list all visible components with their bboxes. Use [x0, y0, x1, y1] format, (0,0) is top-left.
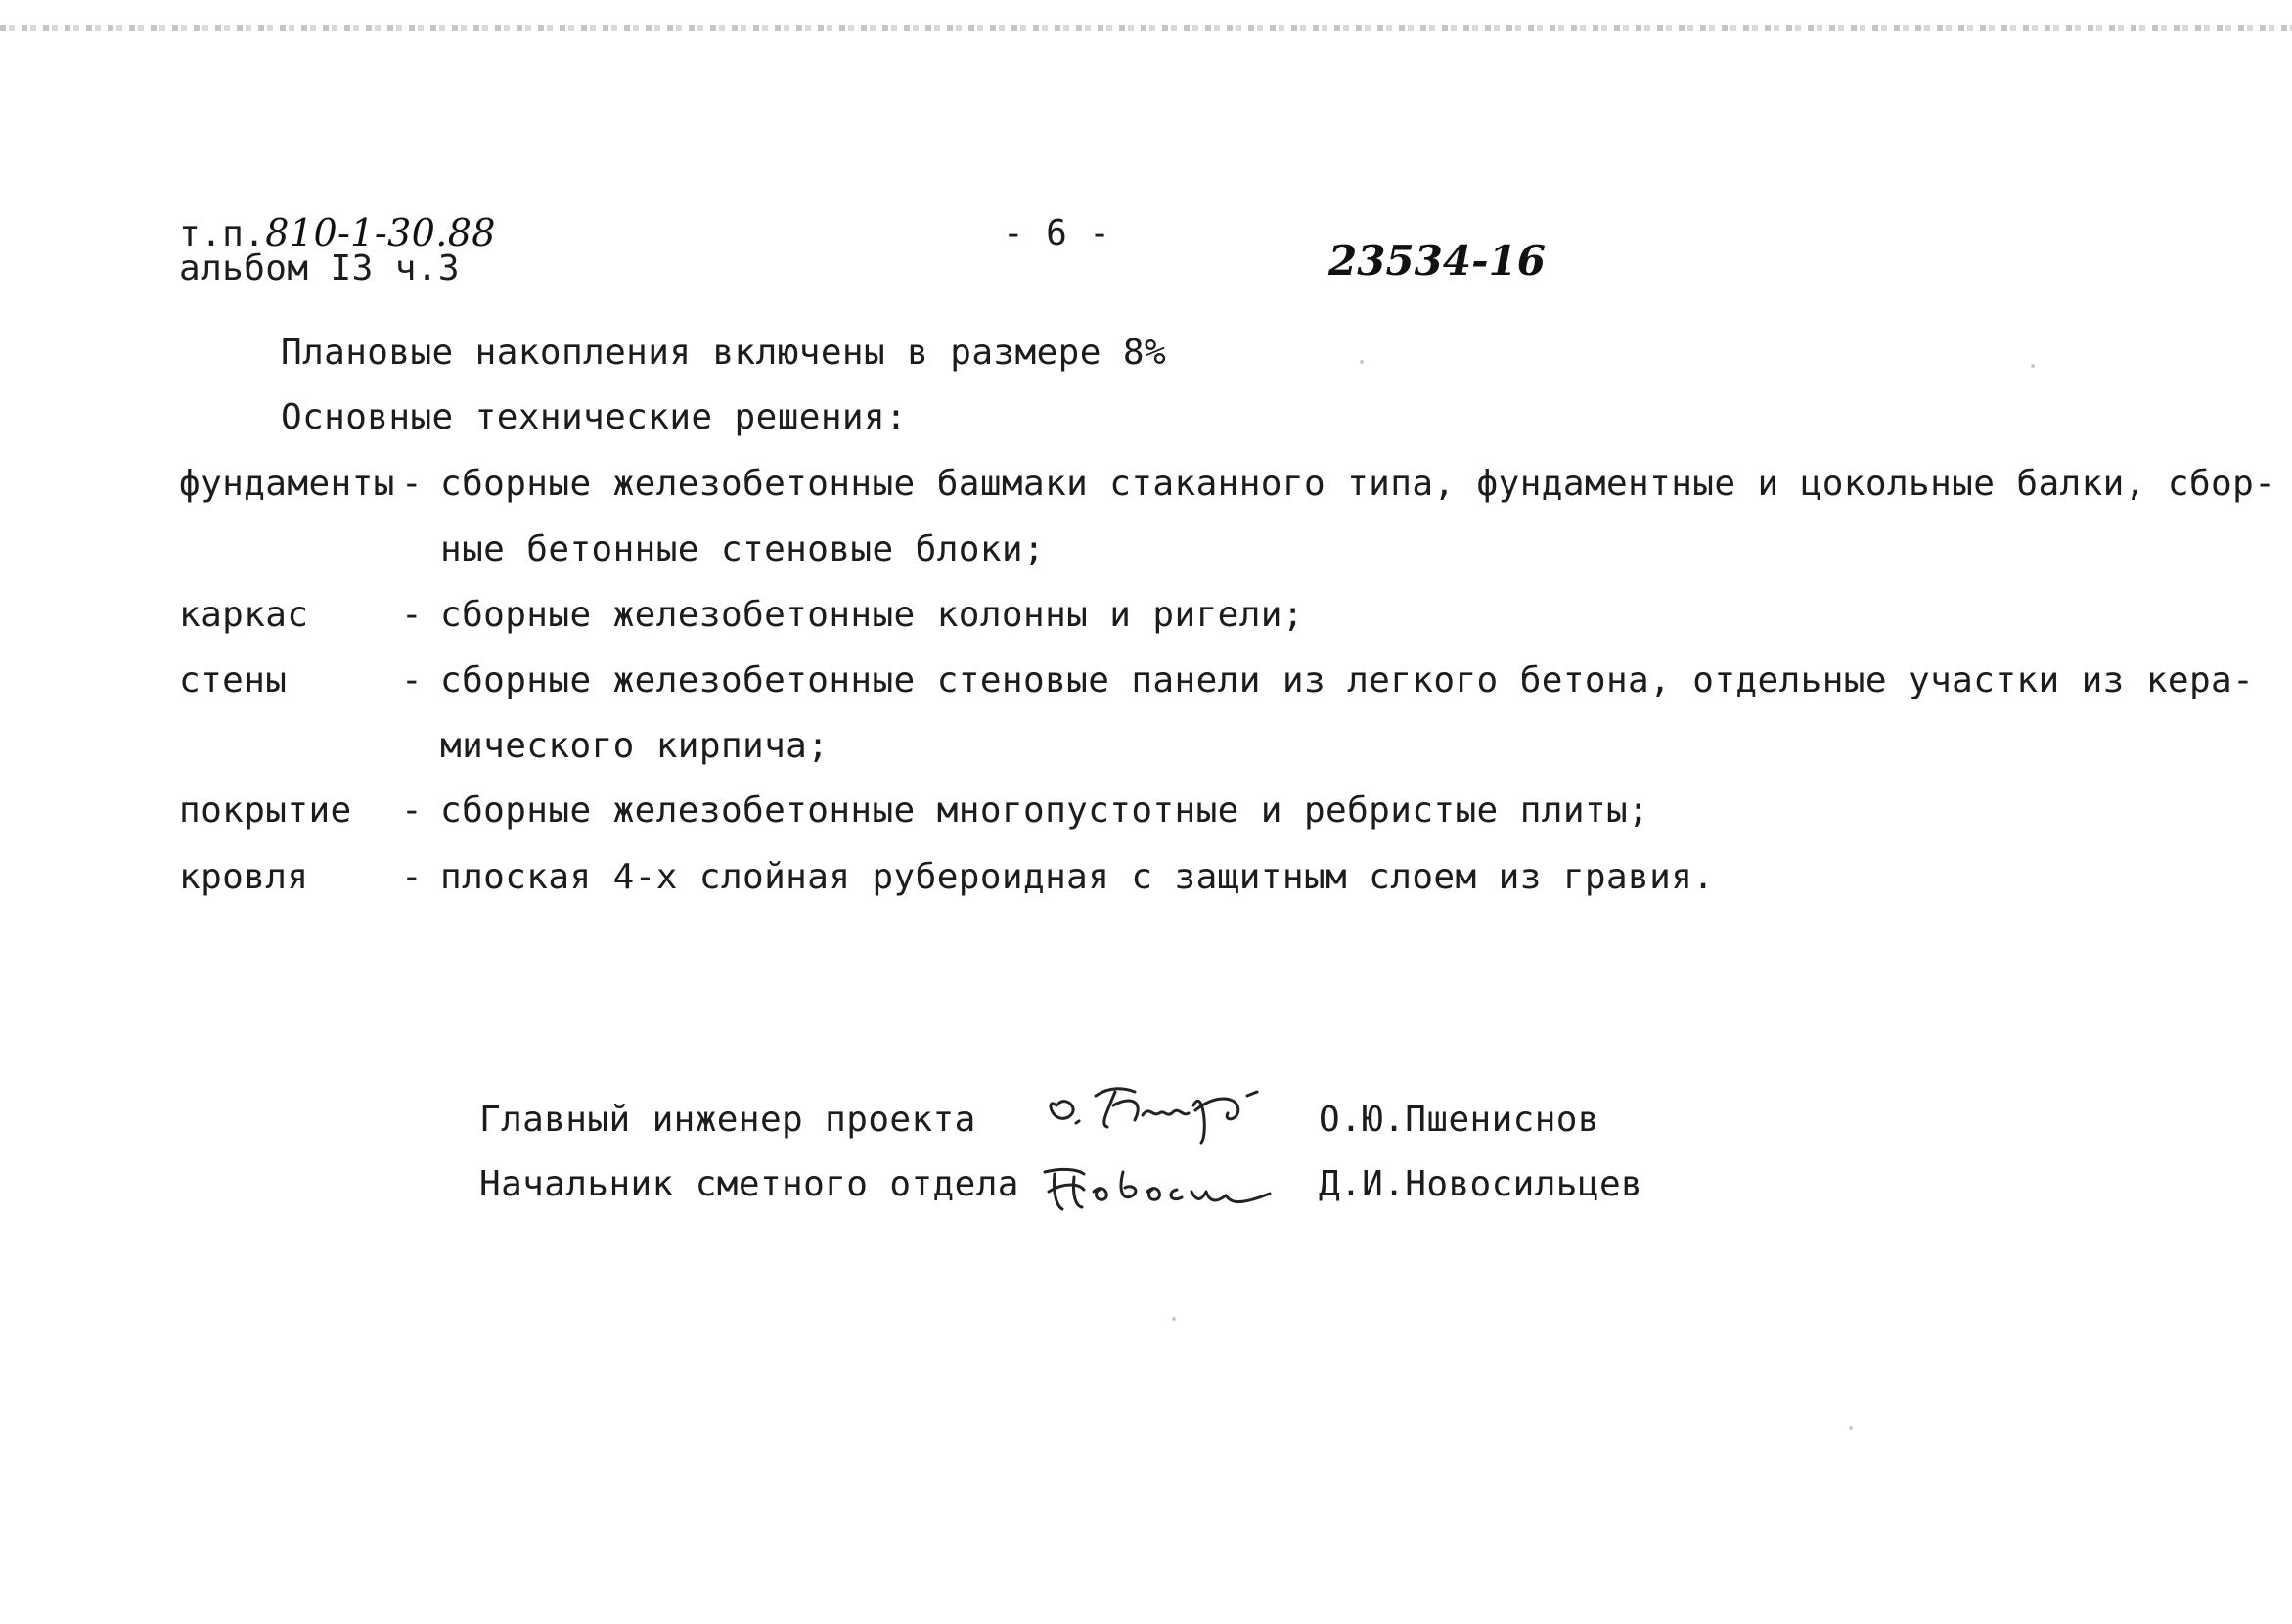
stamp-number: 23534-16 [1328, 237, 1546, 285]
item-dash: - [401, 790, 424, 831]
scan-speck [1360, 360, 1364, 364]
signature-estimate-head [1035, 1152, 1289, 1221]
item-line: сборные железобетонные башмаки стаканного типа, фундаментные и цокольные балки, сбор- [440, 464, 2276, 504]
signature-chief-engineer [1037, 1066, 1311, 1145]
item-term-roof: кровля [179, 857, 309, 897]
scan-top-edge [0, 25, 2292, 31]
item-line: сборные железобетонные колонны и ригели; [440, 595, 1304, 635]
item-term-frame: каркас [179, 595, 309, 635]
item-dash: - [401, 660, 424, 700]
item-dash: - [401, 857, 424, 897]
scan-speck [2031, 364, 2035, 368]
item-dash: - [401, 464, 424, 504]
item-line: ные бетонные стеновые блоки; [440, 529, 1046, 569]
item-dash: - [401, 595, 424, 635]
signature-role-chief-engineer: Главный инженер проекта [479, 1100, 976, 1140]
item-line: плоская 4-х слойная рубероидная с защитным слоем из гравия. [440, 857, 1715, 897]
item-term-roofing-slab: покрытие [179, 790, 352, 831]
section-title: Основные технические решения: [281, 397, 908, 437]
page-number: - 6 - [1003, 213, 1111, 253]
signature-name-chief-engineer: О.Ю.Пшениснов [1319, 1100, 1599, 1140]
item-term-walls: стены [179, 660, 288, 700]
album-label: альбом I3 ч.3 [179, 248, 460, 289]
signature-name-estimate-head: Д.И.Новосильцев [1319, 1164, 1643, 1204]
doc-prefix: т.п. [179, 214, 266, 254]
item-line: сборные железобетонные многопустотные и ребристые плиты; [440, 790, 1650, 831]
item-term-foundations: фундаменты [179, 464, 395, 504]
signature-role-estimate-head: Начальник сметного отдела [479, 1164, 1019, 1204]
planned-savings-line: Плановые накопления включены в размере 8% [281, 333, 1167, 373]
scan-speck [1849, 1426, 1853, 1430]
item-line: мического кирпича; [440, 726, 830, 766]
doc-number: 810-1-30.88 [265, 211, 496, 254]
item-line: сборные железобетонные стеновые панели из легкого бетона, отдельные участки из кера- [440, 660, 2255, 700]
scan-speck [1172, 1317, 1176, 1321]
